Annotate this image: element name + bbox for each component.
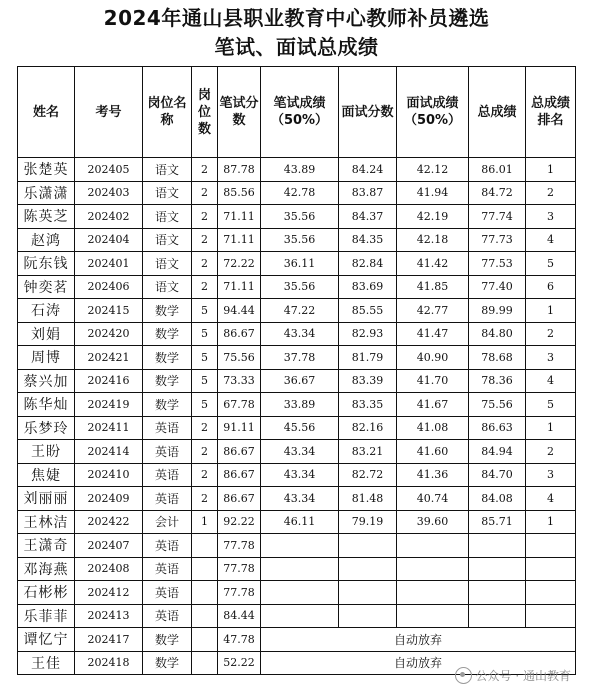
- cell-written-score: 94.44: [218, 299, 261, 323]
- header-written-score: 笔试分数: [218, 67, 261, 158]
- cell-post-count: 2: [192, 181, 218, 205]
- cell-name: 赵鸿: [18, 228, 75, 252]
- table-row: [18, 487, 576, 511]
- cell-post-count: 5: [192, 369, 218, 393]
- cell-name: 陈华灿: [18, 393, 75, 417]
- cell-interview-score: 83.21: [339, 440, 397, 464]
- cell-name: 王林洁: [18, 510, 75, 534]
- cell-total: 78.68: [469, 346, 526, 370]
- cell-interview-50: 42.77: [397, 299, 469, 323]
- cell-post: 语文: [143, 252, 192, 276]
- cell-written-50: 43.34: [261, 440, 339, 464]
- cell-written-50: 43.34: [261, 487, 339, 511]
- cell-post: 语文: [143, 181, 192, 205]
- cell-post-count: 2: [192, 487, 218, 511]
- cell-name: 刘娟: [18, 322, 75, 346]
- cell-written-50: 46.11: [261, 510, 339, 534]
- cell-rank: 4: [526, 369, 576, 393]
- cell-exam-id: 202421: [75, 346, 143, 370]
- table-row: [18, 440, 576, 464]
- cell-interview-50: 41.67: [397, 393, 469, 417]
- cell-total: 78.36: [469, 369, 526, 393]
- document-title-line1: 2024年通山县职业教育中心教师补员遴选: [103, 6, 490, 30]
- cell-post-count: 2: [192, 228, 218, 252]
- cell-rank: 4: [526, 228, 576, 252]
- table-row: [18, 228, 576, 252]
- cell-post-count: 2: [192, 158, 218, 182]
- cell-exam-id: 202404: [75, 228, 143, 252]
- cell-name: 张楚英: [18, 158, 75, 182]
- cell-interview-score: 83.35: [339, 393, 397, 417]
- cell-interview-50: 41.47: [397, 322, 469, 346]
- cell-name: 石彬彬: [18, 581, 75, 605]
- cell-name: 焦婕: [18, 463, 75, 487]
- cell-exam-id: 202415: [75, 299, 143, 323]
- cell-interview-50: [397, 534, 469, 558]
- cell-name: 邓海燕: [18, 557, 75, 581]
- cell-name: 钟奕茗: [18, 275, 75, 299]
- cell-post: 会计: [143, 510, 192, 534]
- cell-post: 语文: [143, 228, 192, 252]
- cell-rank: 6: [526, 275, 576, 299]
- cell-post-count: 2: [192, 440, 218, 464]
- cell-total: 84.80: [469, 322, 526, 346]
- cell-total: [469, 557, 526, 581]
- cell-interview-score: 82.16: [339, 416, 397, 440]
- cell-post-count: 2: [192, 205, 218, 229]
- cell-exam-id: 202418: [75, 651, 143, 675]
- cell-post-count: [192, 651, 218, 675]
- cell-post: 数学: [143, 628, 192, 652]
- table-row: [18, 581, 576, 605]
- cell-post-count: [192, 581, 218, 605]
- cell-total: 84.08: [469, 487, 526, 511]
- cell-rank: 4: [526, 487, 576, 511]
- cell-total: 86.63: [469, 416, 526, 440]
- cell-exam-id: 202402: [75, 205, 143, 229]
- cell-written-50: [261, 604, 339, 628]
- cell-written-score: 86.67: [218, 463, 261, 487]
- cell-exam-id: 202401: [75, 252, 143, 276]
- cell-post: 英语: [143, 534, 192, 558]
- cell-post: 语文: [143, 205, 192, 229]
- table-row: [18, 369, 576, 393]
- cell-rank: [526, 534, 576, 558]
- cell-interview-score: 82.93: [339, 322, 397, 346]
- table-row: [18, 252, 576, 276]
- score-table: [17, 66, 576, 675]
- cell-written-50: 35.56: [261, 205, 339, 229]
- cell-interview-50: 41.60: [397, 440, 469, 464]
- cell-rank: 1: [526, 510, 576, 534]
- cell-exam-id: 202414: [75, 440, 143, 464]
- cell-name: 乐潇潇: [18, 181, 75, 205]
- cell-name: 刘丽丽: [18, 487, 75, 511]
- header-name: 姓名: [18, 67, 75, 158]
- cell-total: 77.74: [469, 205, 526, 229]
- header-post-count: 岗位数: [192, 67, 218, 158]
- cell-written-score: 77.78: [218, 557, 261, 581]
- cell-written-50: 36.67: [261, 369, 339, 393]
- cell-total: 84.72: [469, 181, 526, 205]
- cell-post-count: 2: [192, 275, 218, 299]
- cell-exam-id: 202409: [75, 487, 143, 511]
- header-written-50: 笔试成绩（50%）: [261, 67, 339, 158]
- cell-written-50: [261, 557, 339, 581]
- cell-post: 英语: [143, 581, 192, 605]
- cell-rank: 3: [526, 205, 576, 229]
- cell-post: 数学: [143, 346, 192, 370]
- table-row: [18, 346, 576, 370]
- table-row: [18, 534, 576, 558]
- cell-written-50: 35.56: [261, 228, 339, 252]
- cell-written-score: 73.33: [218, 369, 261, 393]
- cell-interview-score: 83.87: [339, 181, 397, 205]
- cell-written-score: 84.44: [218, 604, 261, 628]
- table-row: [18, 158, 576, 182]
- cell-interview-score: 81.79: [339, 346, 397, 370]
- cell-name: 蔡兴加: [18, 369, 75, 393]
- cell-rank: [526, 557, 576, 581]
- cell-post-count: 5: [192, 322, 218, 346]
- table-row: [18, 275, 576, 299]
- cell-post: 英语: [143, 463, 192, 487]
- cell-written-50: 35.56: [261, 275, 339, 299]
- cell-interview-50: [397, 557, 469, 581]
- cell-total: 86.01: [469, 158, 526, 182]
- cell-rank: 3: [526, 346, 576, 370]
- header-interview-50: 面试成绩（50%）: [397, 67, 469, 158]
- header-interview-score: 面试分数: [339, 67, 397, 158]
- cell-total: [469, 581, 526, 605]
- cell-abandon-note: 自动放弃: [261, 651, 576, 675]
- cell-written-score: 92.22: [218, 510, 261, 534]
- cell-post-count: [192, 604, 218, 628]
- cell-exam-id: 202403: [75, 181, 143, 205]
- cell-interview-score: 82.84: [339, 252, 397, 276]
- cell-total: [469, 534, 526, 558]
- cell-exam-id: 202422: [75, 510, 143, 534]
- cell-total: 77.73: [469, 228, 526, 252]
- wechat-icon: [455, 667, 472, 684]
- cell-interview-score: 85.55: [339, 299, 397, 323]
- cell-interview-score: 84.37: [339, 205, 397, 229]
- cell-exam-id: 202420: [75, 322, 143, 346]
- cell-rank: [526, 581, 576, 605]
- table-row: [18, 181, 576, 205]
- cell-total: 75.56: [469, 393, 526, 417]
- cell-rank: 5: [526, 252, 576, 276]
- cell-name: 王盼: [18, 440, 75, 464]
- table-row: [18, 205, 576, 229]
- header-total: 总成绩: [469, 67, 526, 158]
- cell-post-count: 1: [192, 510, 218, 534]
- cell-post-count: 2: [192, 252, 218, 276]
- cell-interview-score: 79.19: [339, 510, 397, 534]
- cell-total: 84.70: [469, 463, 526, 487]
- header-row: [18, 67, 576, 158]
- cell-written-50: 42.78: [261, 181, 339, 205]
- table-row: [18, 510, 576, 534]
- header-post: 岗位名称: [143, 67, 192, 158]
- cell-post: 数学: [143, 369, 192, 393]
- cell-written-score: 77.78: [218, 534, 261, 558]
- cell-written-50: 37.78: [261, 346, 339, 370]
- header-rank: 总成绩排名: [526, 67, 576, 158]
- cell-total: 77.40: [469, 275, 526, 299]
- cell-total: 84.94: [469, 440, 526, 464]
- cell-name: 乐菲菲: [18, 604, 75, 628]
- cell-exam-id: 202405: [75, 158, 143, 182]
- cell-interview-50: [397, 581, 469, 605]
- cell-exam-id: 202406: [75, 275, 143, 299]
- cell-total: 85.71: [469, 510, 526, 534]
- cell-rank: 2: [526, 440, 576, 464]
- cell-written-score: 71.11: [218, 275, 261, 299]
- cell-exam-id: 202407: [75, 534, 143, 558]
- cell-post-count: 5: [192, 393, 218, 417]
- cell-interview-score: [339, 604, 397, 628]
- cell-post: 语文: [143, 275, 192, 299]
- cell-written-score: 91.11: [218, 416, 261, 440]
- cell-abandon-note: 自动放弃: [261, 628, 576, 652]
- cell-rank: 1: [526, 158, 576, 182]
- table-body: [18, 158, 576, 675]
- cell-rank: 5: [526, 393, 576, 417]
- cell-exam-id: 202412: [75, 581, 143, 605]
- cell-post: 英语: [143, 416, 192, 440]
- cell-name: 谭忆宁: [18, 628, 75, 652]
- document-title-line2: 笔试、面试总成绩: [214, 35, 379, 59]
- cell-rank: 3: [526, 463, 576, 487]
- cell-post: 英语: [143, 557, 192, 581]
- cell-rank: 2: [526, 181, 576, 205]
- cell-post-count: [192, 534, 218, 558]
- cell-written-score: 87.78: [218, 158, 261, 182]
- cell-interview-score: [339, 581, 397, 605]
- cell-written-score: 86.67: [218, 440, 261, 464]
- cell-interview-50: 42.18: [397, 228, 469, 252]
- cell-interview-50: 40.74: [397, 487, 469, 511]
- cell-written-score: 72.22: [218, 252, 261, 276]
- table-row: [18, 557, 576, 581]
- header-exam-id: 考号: [75, 67, 143, 158]
- cell-interview-50: 40.90: [397, 346, 469, 370]
- cell-post-count: [192, 557, 218, 581]
- cell-post: 数学: [143, 651, 192, 675]
- cell-total: [469, 604, 526, 628]
- watermark-text: 公众号 · 通山教育: [475, 669, 571, 683]
- cell-interview-score: 84.24: [339, 158, 397, 182]
- cell-written-score: 71.11: [218, 228, 261, 252]
- cell-post: 数学: [143, 299, 192, 323]
- cell-written-50: 43.89: [261, 158, 339, 182]
- cell-post: 数学: [143, 322, 192, 346]
- cell-interview-score: 84.35: [339, 228, 397, 252]
- cell-written-score: 71.11: [218, 205, 261, 229]
- cell-interview-score: [339, 557, 397, 581]
- cell-post-count: 2: [192, 416, 218, 440]
- cell-written-score: 67.78: [218, 393, 261, 417]
- cell-post: 数学: [143, 393, 192, 417]
- cell-interview-50: 42.19: [397, 205, 469, 229]
- cell-rank: [526, 604, 576, 628]
- cell-interview-50: [397, 604, 469, 628]
- cell-exam-id: 202413: [75, 604, 143, 628]
- cell-post: 英语: [143, 440, 192, 464]
- cell-interview-50: 41.36: [397, 463, 469, 487]
- cell-interview-50: 41.94: [397, 181, 469, 205]
- cell-interview-50: 39.60: [397, 510, 469, 534]
- cell-interview-score: [339, 534, 397, 558]
- cell-name: 阮东钱: [18, 252, 75, 276]
- cell-written-score: 86.67: [218, 322, 261, 346]
- cell-exam-id: 202419: [75, 393, 143, 417]
- table-row: [18, 463, 576, 487]
- cell-rank: 1: [526, 416, 576, 440]
- cell-post: 英语: [143, 604, 192, 628]
- table-row: [18, 628, 576, 652]
- cell-post-count: 2: [192, 463, 218, 487]
- cell-written-50: [261, 581, 339, 605]
- cell-exam-id: 202411: [75, 416, 143, 440]
- cell-interview-score: 82.72: [339, 463, 397, 487]
- cell-rank: 1: [526, 299, 576, 323]
- cell-written-score: 52.22: [218, 651, 261, 675]
- table-row: [18, 393, 576, 417]
- cell-exam-id: 202408: [75, 557, 143, 581]
- cell-written-50: [261, 534, 339, 558]
- cell-exam-id: 202417: [75, 628, 143, 652]
- cell-written-score: 47.78: [218, 628, 261, 652]
- cell-interview-50: 41.70: [397, 369, 469, 393]
- watermark: [455, 667, 571, 684]
- cell-name: 陈英芝: [18, 205, 75, 229]
- cell-post-count: [192, 628, 218, 652]
- cell-exam-id: 202410: [75, 463, 143, 487]
- table-row: [18, 604, 576, 628]
- cell-post-count: 5: [192, 299, 218, 323]
- cell-interview-50: 41.42: [397, 252, 469, 276]
- cell-post: 英语: [143, 487, 192, 511]
- cell-rank: 2: [526, 322, 576, 346]
- cell-total: 77.53: [469, 252, 526, 276]
- cell-written-score: 75.56: [218, 346, 261, 370]
- cell-written-score: 77.78: [218, 581, 261, 605]
- cell-interview-score: 83.39: [339, 369, 397, 393]
- cell-interview-50: 41.85: [397, 275, 469, 299]
- table-row: [18, 299, 576, 323]
- cell-post-count: 5: [192, 346, 218, 370]
- cell-total: 89.99: [469, 299, 526, 323]
- cell-written-score: 86.67: [218, 487, 261, 511]
- cell-written-50: 45.56: [261, 416, 339, 440]
- cell-written-50: 36.11: [261, 252, 339, 276]
- cell-written-50: 43.34: [261, 463, 339, 487]
- cell-name: 乐梦玲: [18, 416, 75, 440]
- cell-exam-id: 202416: [75, 369, 143, 393]
- cell-written-50: 43.34: [261, 322, 339, 346]
- cell-written-50: 33.89: [261, 393, 339, 417]
- cell-name: 周博: [18, 346, 75, 370]
- cell-post: 语文: [143, 158, 192, 182]
- table-row: [18, 416, 576, 440]
- cell-written-50: 47.22: [261, 299, 339, 323]
- cell-name: 王佳: [18, 651, 75, 675]
- cell-interview-score: 81.48: [339, 487, 397, 511]
- cell-interview-score: 83.69: [339, 275, 397, 299]
- cell-interview-50: 42.12: [397, 158, 469, 182]
- cell-written-score: 85.56: [218, 181, 261, 205]
- table-row: [18, 322, 576, 346]
- cell-name: 石涛: [18, 299, 75, 323]
- cell-name: 王潇奇: [18, 534, 75, 558]
- cell-interview-50: 41.08: [397, 416, 469, 440]
